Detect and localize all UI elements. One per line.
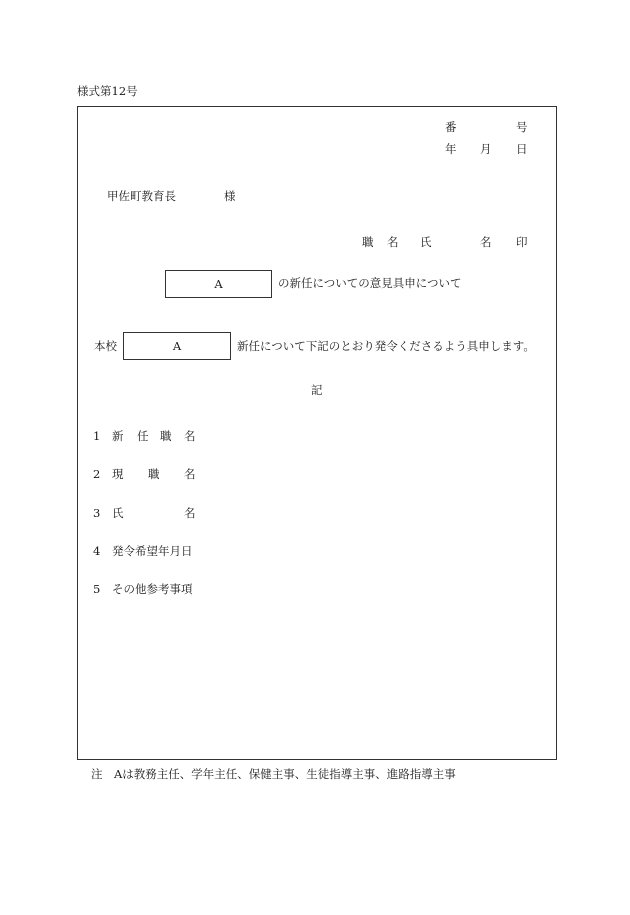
item-3-number: 3 (93, 506, 101, 520)
item-4-number: 4 (93, 544, 101, 558)
body-text: 新任について下記のとおり発令くださるよう具申します。 (237, 339, 535, 353)
item-3-char-2: 名 (184, 506, 196, 520)
seal-label: 印 (516, 235, 528, 249)
body-position-value: A (172, 339, 182, 353)
item-4-label: 発令希望年月日 (112, 544, 193, 558)
form-number: 様式第12号 (77, 84, 138, 98)
item-3-char-1: 氏 (112, 506, 124, 520)
item-1-char-4: 名 (184, 429, 196, 443)
item-2-number: 2 (93, 467, 101, 481)
signature-mei: 名 (387, 235, 399, 249)
addressee-honorific: 様 (224, 189, 236, 203)
body-position-box[interactable] (123, 332, 231, 360)
item-5-label: その他参考事項 (112, 582, 193, 596)
item-1-number: 1 (93, 429, 101, 443)
ki-heading: 記 (311, 383, 323, 397)
item-2-char-2: 職 (148, 467, 160, 481)
note-prefix: 注 (91, 767, 103, 781)
number-label-go: 号 (516, 120, 528, 134)
subject-position-value: A (214, 277, 223, 291)
item-1-char-1: 新 (112, 429, 124, 443)
item-1-char-2: 任 (137, 429, 149, 443)
item-5-number: 5 (93, 582, 101, 596)
date-label-day: 日 (516, 142, 528, 156)
subject-text: の新任についての意見具申について (278, 276, 462, 290)
addressee-name: 甲佐町教育長 (107, 189, 176, 203)
date-label-year: 年 (445, 142, 457, 156)
date-label-month: 月 (480, 142, 492, 156)
note-text: Aは教務主任、学年主任、保健主事、生徒指導主事、進路指導主事 (114, 767, 456, 781)
item-2-char-3: 名 (184, 467, 196, 481)
signature-shi: 氏 (420, 235, 432, 249)
signature-name-label: 名 (480, 235, 492, 249)
item-1-char-3: 職 (160, 429, 172, 443)
item-2-char-1: 現 (112, 467, 124, 481)
signature-shoku: 職 (362, 235, 374, 249)
subject-position-box[interactable] (165, 270, 272, 298)
number-label-ban: 番 (445, 120, 457, 134)
body-prefix: 本校 (94, 339, 117, 353)
form-frame (77, 106, 557, 760)
